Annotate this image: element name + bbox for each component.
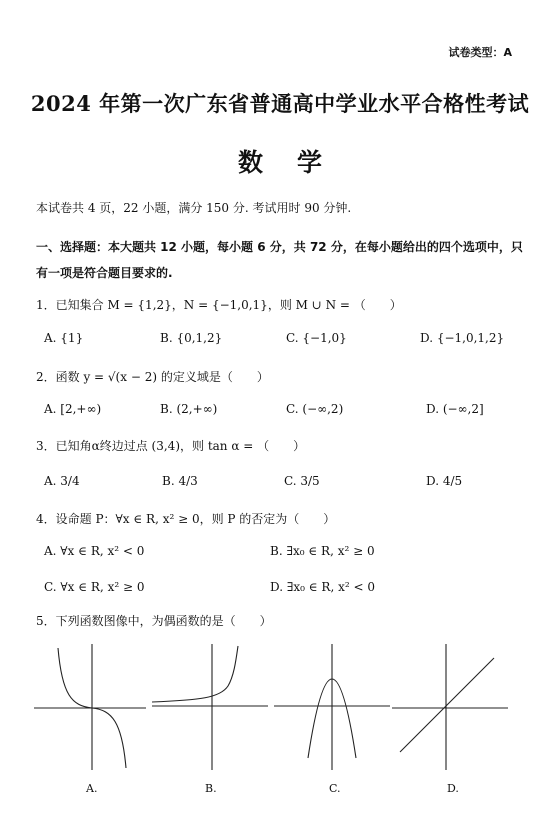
question-3-option-c[interactable]: C. 3/5 <box>284 474 320 488</box>
question-4-option-a[interactable]: A. ∀x ∈ R, x² < 0 <box>44 544 145 558</box>
question-5-option-b[interactable]: B. <box>205 782 217 795</box>
subject-title: 数学 <box>237 148 356 177</box>
curve-line <box>152 646 238 702</box>
curve-line <box>400 658 494 752</box>
question-1-option-a[interactable]: A. {1} <box>44 331 84 345</box>
question-4-stem: 4．设命题 P：∀x ∈ R, x² ≥ 0，则 P 的否定为（ ） <box>36 512 336 526</box>
question-2-option-c[interactable]: C. (−∞,2) <box>286 402 344 416</box>
question-5-graph-c[interactable] <box>272 640 392 775</box>
question-5-option-a[interactable]: A. <box>86 782 98 795</box>
question-1-stem: 1．已知集合 M = {1,2}，N = {−1,0,1}，则 M ∪ N = （ ） <box>36 298 402 312</box>
question-3-option-d[interactable]: D. 4/5 <box>426 474 463 488</box>
paper-type-label: 试卷类型：A <box>448 46 512 59</box>
question-4-option-b[interactable]: B. ∃x₀ ∈ R, x² ≥ 0 <box>270 544 375 558</box>
question-5-graph-a[interactable] <box>30 640 150 775</box>
question-1-option-c[interactable]: C. {−1,0} <box>286 331 347 345</box>
question-2-stem: 2．函数 y = √(x − 2) 的定义域是（ ） <box>36 370 269 384</box>
question-5-stem: 5．下列函数图像中，为偶函数的是（ ） <box>36 614 272 628</box>
exam-intro: 本试卷共 4 页，22 小题，满分 150 分. 考试用时 90 分钟. <box>36 201 352 215</box>
question-5-graph-b[interactable] <box>150 640 270 775</box>
question-3-option-b[interactable]: B. 4/3 <box>162 474 198 488</box>
question-1-option-b[interactable]: B. {0,1,2} <box>160 331 223 345</box>
question-2-option-b[interactable]: B. (2,+∞) <box>160 402 218 416</box>
section-heading-line2: 有一项是符合题目要求的. <box>36 266 173 280</box>
exam-title: 2024 年第一次广东省普通高中学业水平合格性考试 <box>30 91 530 116</box>
section-heading-line1: 一、选择题：本大题共 12 小题，每小题 6 分，共 72 分，在每小题给出的四个选项中，只 <box>36 240 523 254</box>
question-2-option-d[interactable]: D. (−∞,2] <box>426 402 484 416</box>
question-5-graph-d[interactable] <box>390 640 510 775</box>
question-4-option-d[interactable]: D. ∃x₀ ∈ R, x² < 0 <box>270 580 375 594</box>
question-5-option-d[interactable]: D. <box>447 782 459 795</box>
question-3-option-a[interactable]: A. 3/4 <box>44 474 80 488</box>
question-5-option-c[interactable]: C. <box>329 782 341 795</box>
question-3-stem: 3．已知角α终边过点 (3,4)，则 tan α = （ ） <box>36 439 306 453</box>
question-2-option-a[interactable]: A. [2,+∞) <box>44 402 102 416</box>
question-4-option-c[interactable]: C. ∀x ∈ R, x² ≥ 0 <box>44 580 145 594</box>
question-1-option-d[interactable]: D. {−1,0,1,2} <box>420 331 505 345</box>
